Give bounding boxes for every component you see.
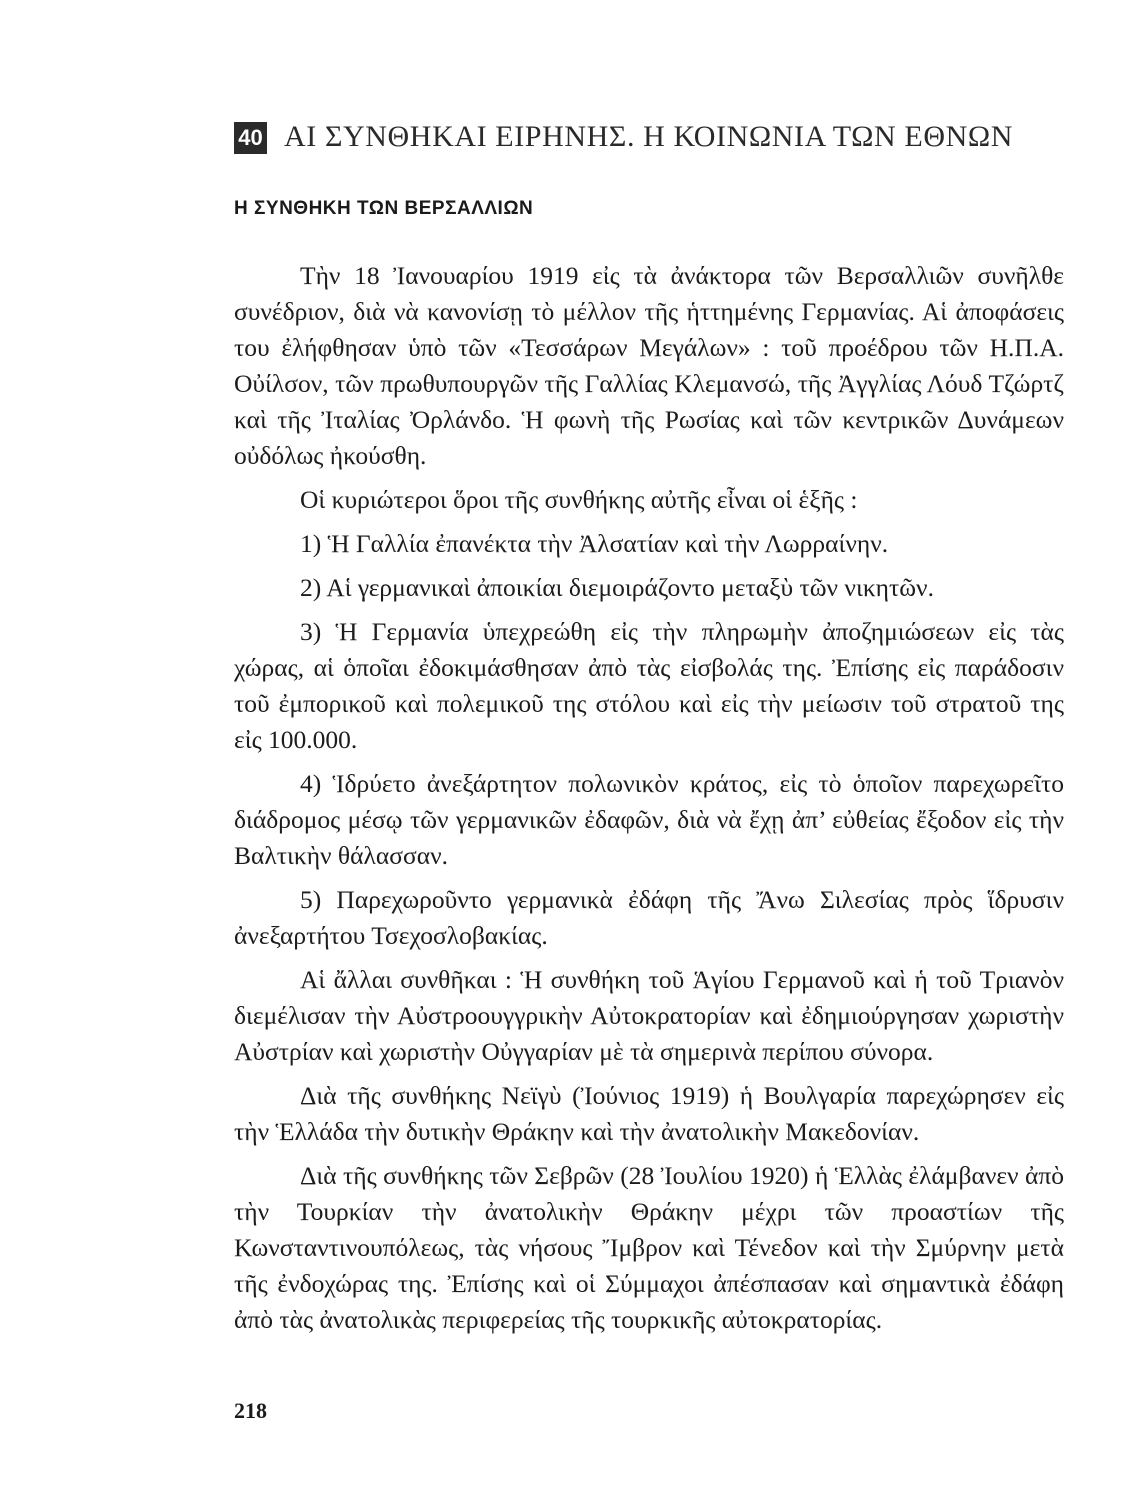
paragraph-sevres: Διὰ τῆς συνθήκης τῶν Σεβρῶν (28 Ἰουλίου 1920) ἡ Ἑλλὰς ἐλάμβανεν ἀπὸ τὴν Τουρκίαν τὴν ἀνατολικὴν Θράκην μέχρι τῶν προαστίων τῆς Κωνσταντινουπόλεως, τὰς νήσους Ἴμβρον καὶ Τένεδον καὶ τὴν Σμύρνην μετὰ τῆς ἐνδοχώρας της. Ἐπίσης καὶ οἱ Σύμμαχοι ἀπέσπασαν καὶ σημαντικὰ ἐδάφη ἀπὸ τὰς ἀνατολικὰς περιφερείας τῆς τουρκικῆς αὐτοκρατορίας. (234, 1161, 1064, 1334)
paragraph-terms-intro: Οἱ κυριώτεροι ὅροι τῆς συνθήκης αὐτῆς εἶναι οἱ ἑξῆς : (300, 485, 858, 514)
paragraph-term-3: 3) Ἡ Γερμανία ὑπεχρεώθη εἰς τὴν πληρωμὴν ἀποζημιώσεων εἰς τὰς χώρας, αἱ ὁποῖαι ἐδοκιμάσθησαν ἀπὸ τὰς εἰσβολάς της. Ἐπίσης εἰς παράδοσιν τοῦ ἐμπορικοῦ καὶ πολεμικοῦ της στόλου καὶ εἰς τὴν μείωσιν τοῦ στρατοῦ της εἰς 100.000. (234, 617, 1064, 754)
page-number: 218 (234, 1398, 267, 1423)
paragraph-term-4: 4) Ἱδρύετο ἀνεξάρτητον πολωνικὸν κράτος, εἰς τὸ ὁποῖον παρεχωρεῖτο διάδρομος μέσῳ τῶν γερμανικῶν ἐδαφῶν, διὰ νὰ ἔχῃ ἀπ’ εὐθείας ἔξοδον εἰς τὴν Βαλτικὴν θάλασσαν. (234, 769, 1064, 870)
paragraph-term-5: 5) Παρεχωροῦντο γερμανικὰ ἐδάφη τῆς Ἄνω Σιλεσίας πρὸς ἵδρυσιν ἀνεξαρτήτου Τσεχοσλοβακίας. (234, 885, 1064, 950)
chapter-header (234, 116, 1064, 162)
paragraph-term-2: 2) Αἱ γερμανικαὶ ἀποικίαι διεμοιράζοντο μεταξὺ τῶν νικητῶν. (300, 573, 934, 602)
paragraph-term-1: 1) Ἡ Γαλλία ἐπανέκτα τὴν Ἀλσατίαν καὶ τὴν Λωρραίνην. (300, 529, 889, 558)
chapter-title: ΑΙ ΣΥΝΘΗΚΑΙ ΕΙΡΗΝΗΣ. Η ΚΟΙΝΩΝΙΑ ΤΩΝ ΕΘΝΩΝ (284, 120, 1014, 153)
paragraph-neuilly: Διὰ τῆς συνθήκης Νεϊγὺ (Ἰούνιος 1919) ἡ Βουλγαρία παρεχώρησεν εἰς τὴν Ἑλλάδα τὴν δυτικὴν Θράκην καὶ τὴν ἀνατολικὴν Μακεδονίαν. (234, 1081, 1064, 1146)
section-heading: Η ΣΥΝΘΗΚΗ ΤΩΝ ΒΕΡΣΑΛΛΙΩΝ (234, 198, 534, 219)
body-text (234, 258, 1064, 1346)
paragraph-intro: Τὴν 18 Ἰανουαρίου 1919 εἰς τὰ ἀνάκτορα τῶν Βερσαλλιῶν συνῆλθε συνέδριον, διὰ νὰ κανονίσῃ τὸ μέλλον τῆς ἡττημένης Γερμανίας. Αἱ ἀποφάσεις του ἐλήφθησαν ὑπὸ τῶν «Τεσσάρων Μεγάλων» : τοῦ προέδρου τῶν Η.Π.Α. Οὐίλσον, τῶν πρωθυπουργῶν τῆς Γαλλίας Κλεμανσώ, τῆς Ἀγγλίας Λόυδ Τζώρτζ καὶ τῆς Ἰταλίας Ὀρλάνδο. Ἡ φωνὴ τῆς Ρωσίας καὶ τῶν κεντρικῶν Δυνάμεων οὐδόλως ἠκούσθη. (234, 261, 1064, 470)
chapter-number-badge: 40 (234, 122, 267, 154)
paragraph-other-treaties: Αἱ ἄλλαι συνθῆκαι : Ἡ συνθήκη τοῦ Ἁγίου Γερμανοῦ καὶ ἡ τοῦ Τριανὸν διεμέλισαν τὴν Αὐστροουγγρικὴν Αὐτοκρατορίαν καὶ ἐδημιούργησαν χωριστὴν Αὐστρίαν καὶ χωριστὴν Οὐγγαρίαν μὲ τὰ σημερινὰ περίπου σύνορα. (234, 965, 1064, 1066)
